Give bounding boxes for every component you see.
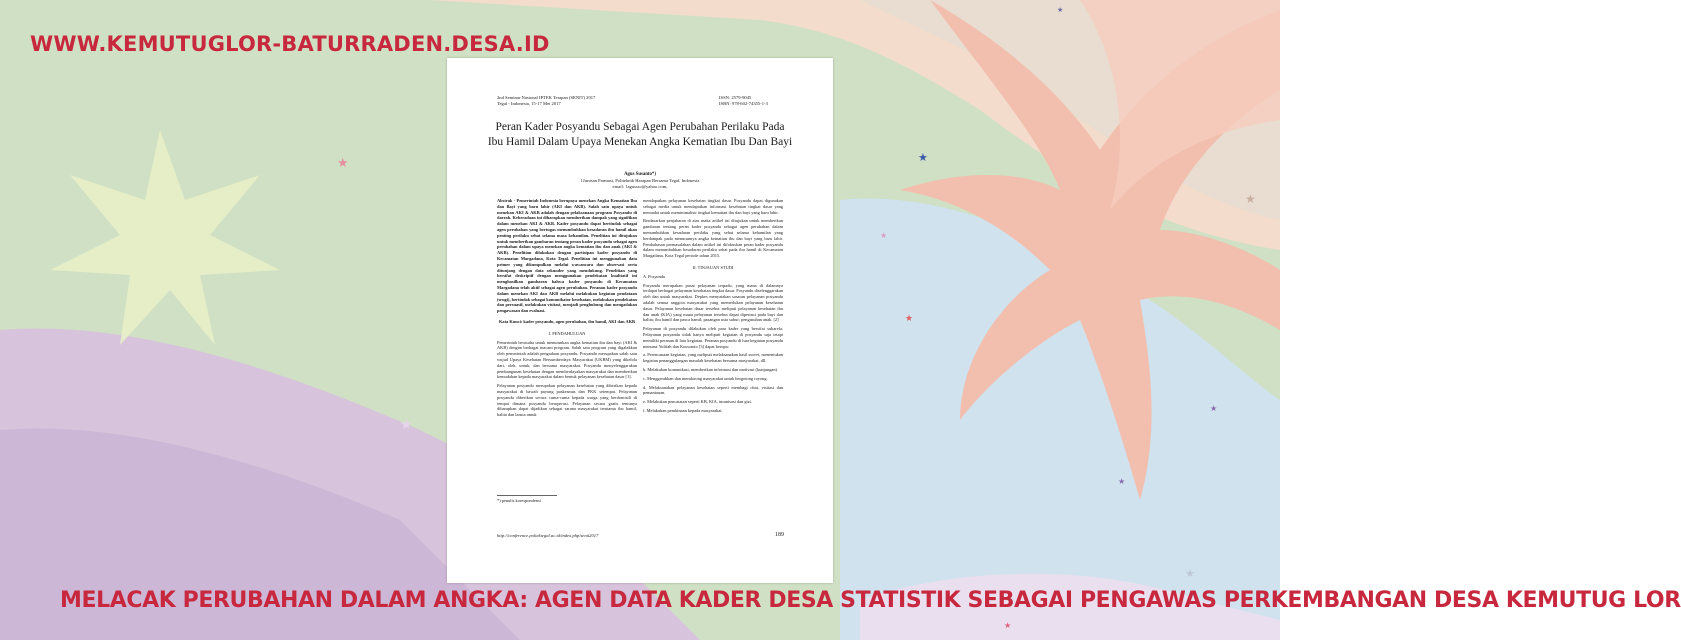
section-heading: I. PENDAHULUAN — [548, 330, 586, 336]
conference-name: 2nd Seminar Nasional IPTEK Terapan (SENIT) 2017 — [497, 95, 596, 100]
paragraph: Pelayanan posyandu merupakan pelayanan kesehatan yang diberikan kepada masyarakat di bawah payung puskesmas dan PKK setempat. Pelayanan posyandu diberikan secara cuma-cuma kepada warga yang berdomisili di tempat dimana posyandu beroperasi. Pelayanan secara gratis tentunya diharapkan dapat dijadikan sebagai sarana masyarakat terutama ibu hamil, balita dan lansia untuk — [497, 383, 637, 418]
paragraph: mendapatkan pelayanan kesehatan tingkat dasar. Posyandu dapat digunakan sebagai media untuk mendapatkan informasi kesehatan tingkat dasar yang memadai untuk meminimalisir tingkat kematian ibu dan bayi yang baru lahir. — [643, 198, 783, 215]
abstract: Abstrak - Pemerintah Indonesia berupaya menekan Angka Kematian Ibu dan Bayi yang baru lahir (AKI dan AKB). Salah satu upaya untuk menekan AKI & AKB adalah dengan pelaksanaan program Posyandu di daerah. Keberadaan ini diharapkan memberikan dampak yang signifikan dalam menekan AKI & AKB. Kader posyandu dapat bertindak sebagai agen perubahan yang bertugas menumbuhkan kesadaran ibu hamil akan penting perilaku sehat selama masa kehamilan. Penelitian ini ditujukan untuk memberikan gambaran tentang peran kader posyandu sebagai agen perubahan dalam upaya menekan angka kematian ibu dan anak (AKI & AKB). Penelitian dilakukan dengan partisipan kader posyandu di Kecamatan Margadana, Kota Tegal. Penelitian ini menggunakan data primer yang dikumpulkan melalui wawancara dan observasi serta ditunjang dengan data sekunder yang mendukung. Penelitian yang bersifat deskriptif dengan menggunakan pendekatan kualitatif ini menghasilkan gambaran bahwa kader posyandu di Kecamatan Margadana telah aktif sebagai agen perubahan. Peranan kader posyandu dalam menekan AKI dan AKB melalui melakukan kegiatan pendataan (srugi), bertindak sebagai komunikator kesehatan, melakukan pendekatan dan persuasif, melakukan visitasi, menjadi penghubung dan mengadakan pengawasan dan evaluasi. — [497, 198, 637, 314]
star-icon: ★ — [1118, 477, 1126, 486]
footer-url: http://conference.poltektegal.ac.id/index.php/senit2017 — [497, 533, 599, 538]
author-name: Agus Susanto*) — [624, 172, 656, 177]
list-item: b. Melakukan komunikasi, memberikan informasi dan motivasi (kunjungan). — [643, 366, 779, 372]
star-icon: ★ — [1245, 192, 1256, 206]
star-icon: ★ — [337, 156, 349, 171]
footnote: *) penulis korespondensi — [497, 495, 557, 503]
author-email: email: 1agussso@yahoo.com, — [612, 184, 668, 189]
headline[interactable]: MELACAK PERUBAHAN DALAM ANGKA: AGEN DATA KADER DESA STATISTIK SEBAGAI PENGAWAS PERKEMBANGAN DESA KEMUTUG LOR — [60, 588, 1681, 613]
section-heading: II. TINJAUAN STUDI — [692, 264, 734, 270]
star-icon: ★ — [1004, 621, 1012, 630]
author-block — [487, 171, 793, 190]
star-icon: ★ — [1057, 6, 1064, 14]
paper-title: Peran Kader Posyandu Sebagai Agen Perubahan Perilaku Pada Ibu Hamil Dalam Upaya Menekan Angka Kematian Ibu Dan Bayi — [487, 121, 793, 148]
subsection-heading: A. Posyandu — [643, 273, 666, 279]
conference-location: Tegal - Indonesia, 15-17 Mei 2017 — [497, 101, 561, 106]
paragraph: Posyandu merupakan pusat pelayanan terpadu, yang mana di dalamnya terdapat berbagai pelayanan kesehatan tingkat dasar. Posyandu diselenggarakan oleh dan untuk masyarakat. Depkes menyatakan sasaran pelayanan posyandu adalah semua anggota masyarakat yang memerlukan pelayanan kesehatan dasar. Pelayanan kesehatan dasar tersebut meliputi pelayanan kesehatan ibu dan anak (KIA) yang mana pelayanan tersebut dapat diperinci pada bayi dan balita; ibu hamil dan pasca hamil; pasangan usia subur; pengasuhan anak. [2] — [643, 282, 783, 323]
paper-page — [447, 58, 833, 583]
paper-header-right — [719, 95, 768, 107]
isbn: ISBN: 978-602-74355-1-3 — [719, 101, 768, 106]
list-item: a. Perencanaan kegiatan, yang meliputi melaksanakan hasil survei, menentukan kegiatan penanggulangan masalah kesehatan bersama masyarakat, dll. — [643, 352, 783, 364]
list-item: e. Melakukan pencatatan seperti KB, KIA, imunisasi dan gizi. — [643, 399, 753, 405]
list-item: f. Melakukan pembinaan kepada masyarakat. — [643, 407, 723, 413]
paper-header-left — [497, 95, 595, 107]
list-item: d. Melaksanakan pelayanan kesehatan seperti membagi obat, visitasi dan pemantauan. — [643, 384, 783, 396]
paper-column-right — [643, 198, 783, 417]
site-url[interactable]: WWW.KEMUTUGLOR-BATURRADEN.DESA.ID — [30, 32, 550, 56]
paragraph: Pelayanan di posyandu dilakukan oleh para kader yang bersifat sukarela. Pelayanan posyandu tidak hanya meliputi kegiatan di posyandu saja tetapi memiliki peranan di luar kegiatan. Peranan posyandu di luar kegiatan posyandu menurut Yulifah dan Kuswanto [3] dapat berupa: — [643, 326, 783, 349]
paragraph: Pemerintah berusaha untuk menurunkan angka kematian ibu dan bayi (AKI & AKB) dengan berbagai macam program. Salah satu program yang digalakkan oleh pemerintah adalah pengadaan posyandu. Posyandu merupakan salah satu wujud Upaya Kesehatan Bersumberdaya Masyarakat (UKBM) yang dikelola dari, oleh, untuk, dan bersama masyarakat. Posyandu menyelenggarakan pembangunan kesehatan dengan memberdayakan masyarakat dan memberikan kemudahan kepada masyarakat dalam bentuk pelayanan kesehatan dasar [1]. — [497, 339, 637, 380]
page-number: 189 — [775, 532, 784, 538]
star-icon: ★ — [880, 231, 888, 240]
author-affiliation: 1Jurusan Farmasi, Politeknik Harapan Bersama Tegal, Indonesia — [580, 178, 700, 183]
star-icon: ★ — [1185, 567, 1195, 580]
paragraph: Berdasarkan penjabaran di atas maka artikel ini ditujukan untuk memberikan gambaran tentang peran kader posyandu sebagai agen perubahan dalam menumbuhkan kesadaran perilaku yang sehat selama kehamilan yang berdampak pada menurunnya angka kematian ibu dan bayi yang baru lahir. Pembahasan permasalahan dalam artikel ini difokuskan peran kader posyandu dalam menumbuhkan kesadaran perilaku sehat pada ibu hamil di Kecamatan Margadana, Kota Tegal periode tahun 2015. — [643, 218, 783, 259]
keywords: Kata Kunci: kader posyandu, agen perubahan, ibu hamil, AKI dan AKB — [499, 318, 635, 324]
star-icon: ★ — [1210, 404, 1218, 413]
star-icon: ★ — [400, 417, 413, 433]
star-icon: ★ — [918, 151, 928, 164]
issn: ISSN: 2579-9045 — [719, 95, 752, 100]
list-item: c. Menggerakkan dan mendorong masyarakat untuk bergotong royong. — [643, 375, 768, 381]
star-icon: ★ — [905, 314, 914, 324]
paper-column-left — [497, 198, 637, 421]
